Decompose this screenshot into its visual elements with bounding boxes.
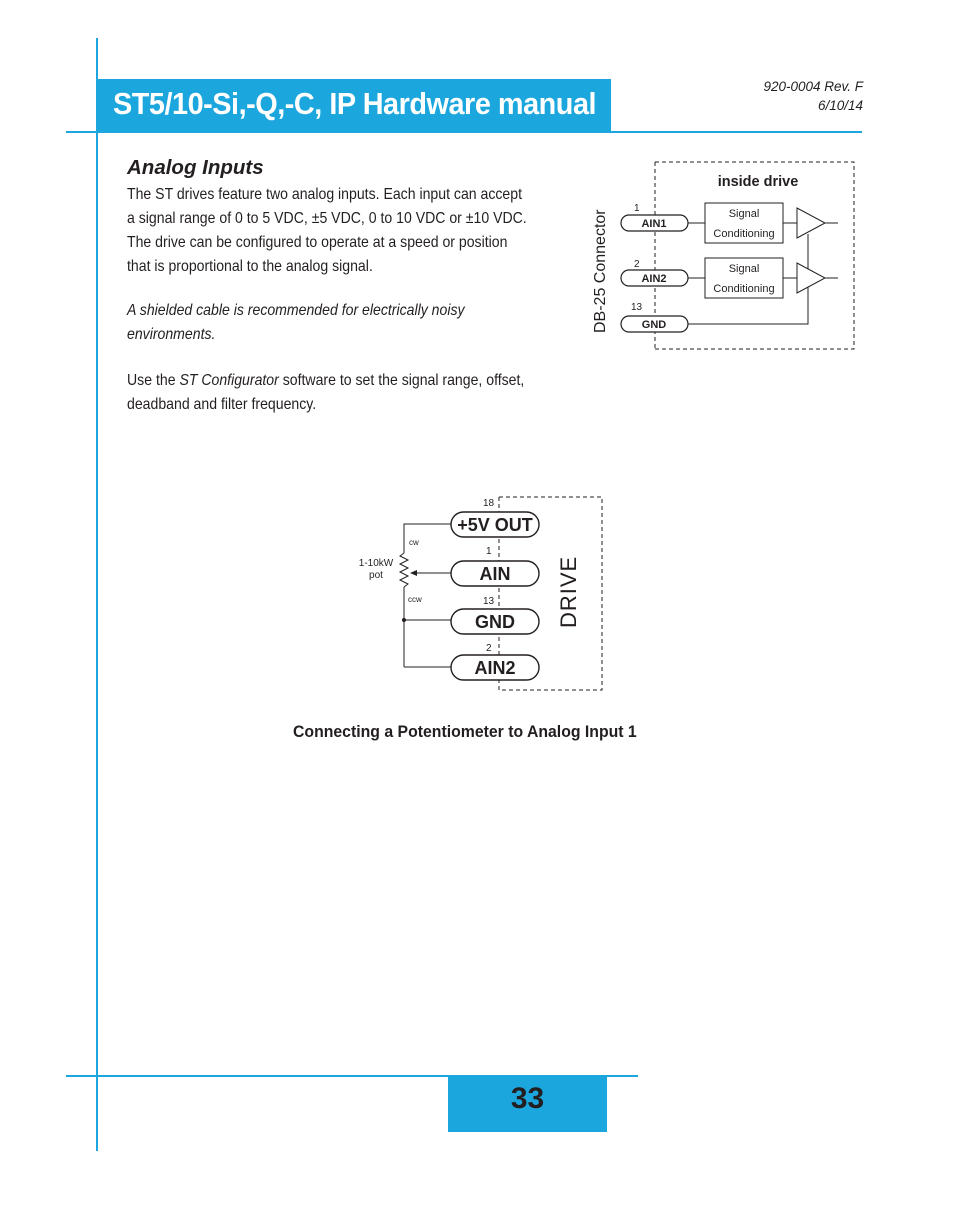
- potentiometer-resistor: [400, 553, 408, 587]
- drive-label: DRIVE: [556, 555, 581, 628]
- pin-5v-out-label: +5V OUT: [457, 515, 533, 535]
- note-line: A shielded cable is recommended for electrically noisy: [127, 302, 465, 319]
- pin-number: 1: [486, 546, 492, 557]
- paragraph-line: a signal range of 0 to 5 VDC, ±5 VDC, 0 to 10 VDC or ±10 VDC.: [127, 210, 527, 227]
- paragraph-line: deadband and filter frequency.: [127, 396, 317, 413]
- pin-number: 13: [483, 596, 495, 607]
- document-number: 920-0004 Rev. F: [763, 79, 863, 94]
- pin-number: 2: [486, 643, 492, 654]
- connector-label: DB-25 Connector: [592, 209, 609, 333]
- ccw-label: ccw: [408, 595, 422, 604]
- wiper-arrow-icon: [410, 570, 417, 576]
- text-run: Use the: [127, 372, 180, 389]
- pin-gnd-label: GND: [475, 612, 515, 632]
- section-heading: Analog Inputs: [127, 156, 264, 179]
- text-run: software to set the signal range, offset,: [278, 372, 525, 389]
- cw-label: cw: [409, 538, 419, 547]
- pin-number: 13: [631, 302, 643, 313]
- paragraph-line: The ST drives feature two analog inputs. Each input can accept: [127, 186, 522, 203]
- block-label: Signal: [728, 263, 760, 275]
- note-line: environments.: [127, 326, 216, 343]
- page-number: 33: [510, 1082, 545, 1115]
- pin-ain2-label: AIN2: [641, 273, 667, 285]
- figure-caption: Connecting a Potentiometer to Analog Input 1: [293, 722, 637, 741]
- block-label: Conditioning: [713, 283, 775, 295]
- document-date: 6/10/14: [817, 98, 863, 113]
- paragraph-line: that is proportional to the analog signal.: [127, 258, 373, 275]
- pin-number: 18: [483, 498, 495, 509]
- block-label: Signal: [728, 208, 760, 220]
- pin-number: 1: [634, 203, 640, 214]
- block-label: Conditioning: [713, 228, 775, 240]
- junction-dot: [402, 618, 406, 622]
- pin-gnd-label: GND: [641, 319, 667, 331]
- paragraph-line: The drive can be configured to operate at a speed or position: [127, 234, 508, 251]
- amplifier-1: [797, 208, 825, 238]
- manual-title: ST5/10-Si,-Q,-C, IP Hardware manual: [113, 86, 597, 121]
- pot-label: pot: [369, 570, 383, 581]
- software-name: ST Configurator: [179, 372, 279, 389]
- pin-ain1-label: AIN1: [641, 218, 667, 230]
- inside-drive-label: inside drive: [717, 174, 799, 190]
- pin-ain2-label: AIN2: [474, 658, 516, 678]
- pin-ain-label: AIN: [479, 564, 511, 584]
- amplifier-2: [797, 263, 825, 293]
- pin-number: 2: [634, 259, 640, 270]
- pot-label: 1-10kW: [358, 558, 394, 569]
